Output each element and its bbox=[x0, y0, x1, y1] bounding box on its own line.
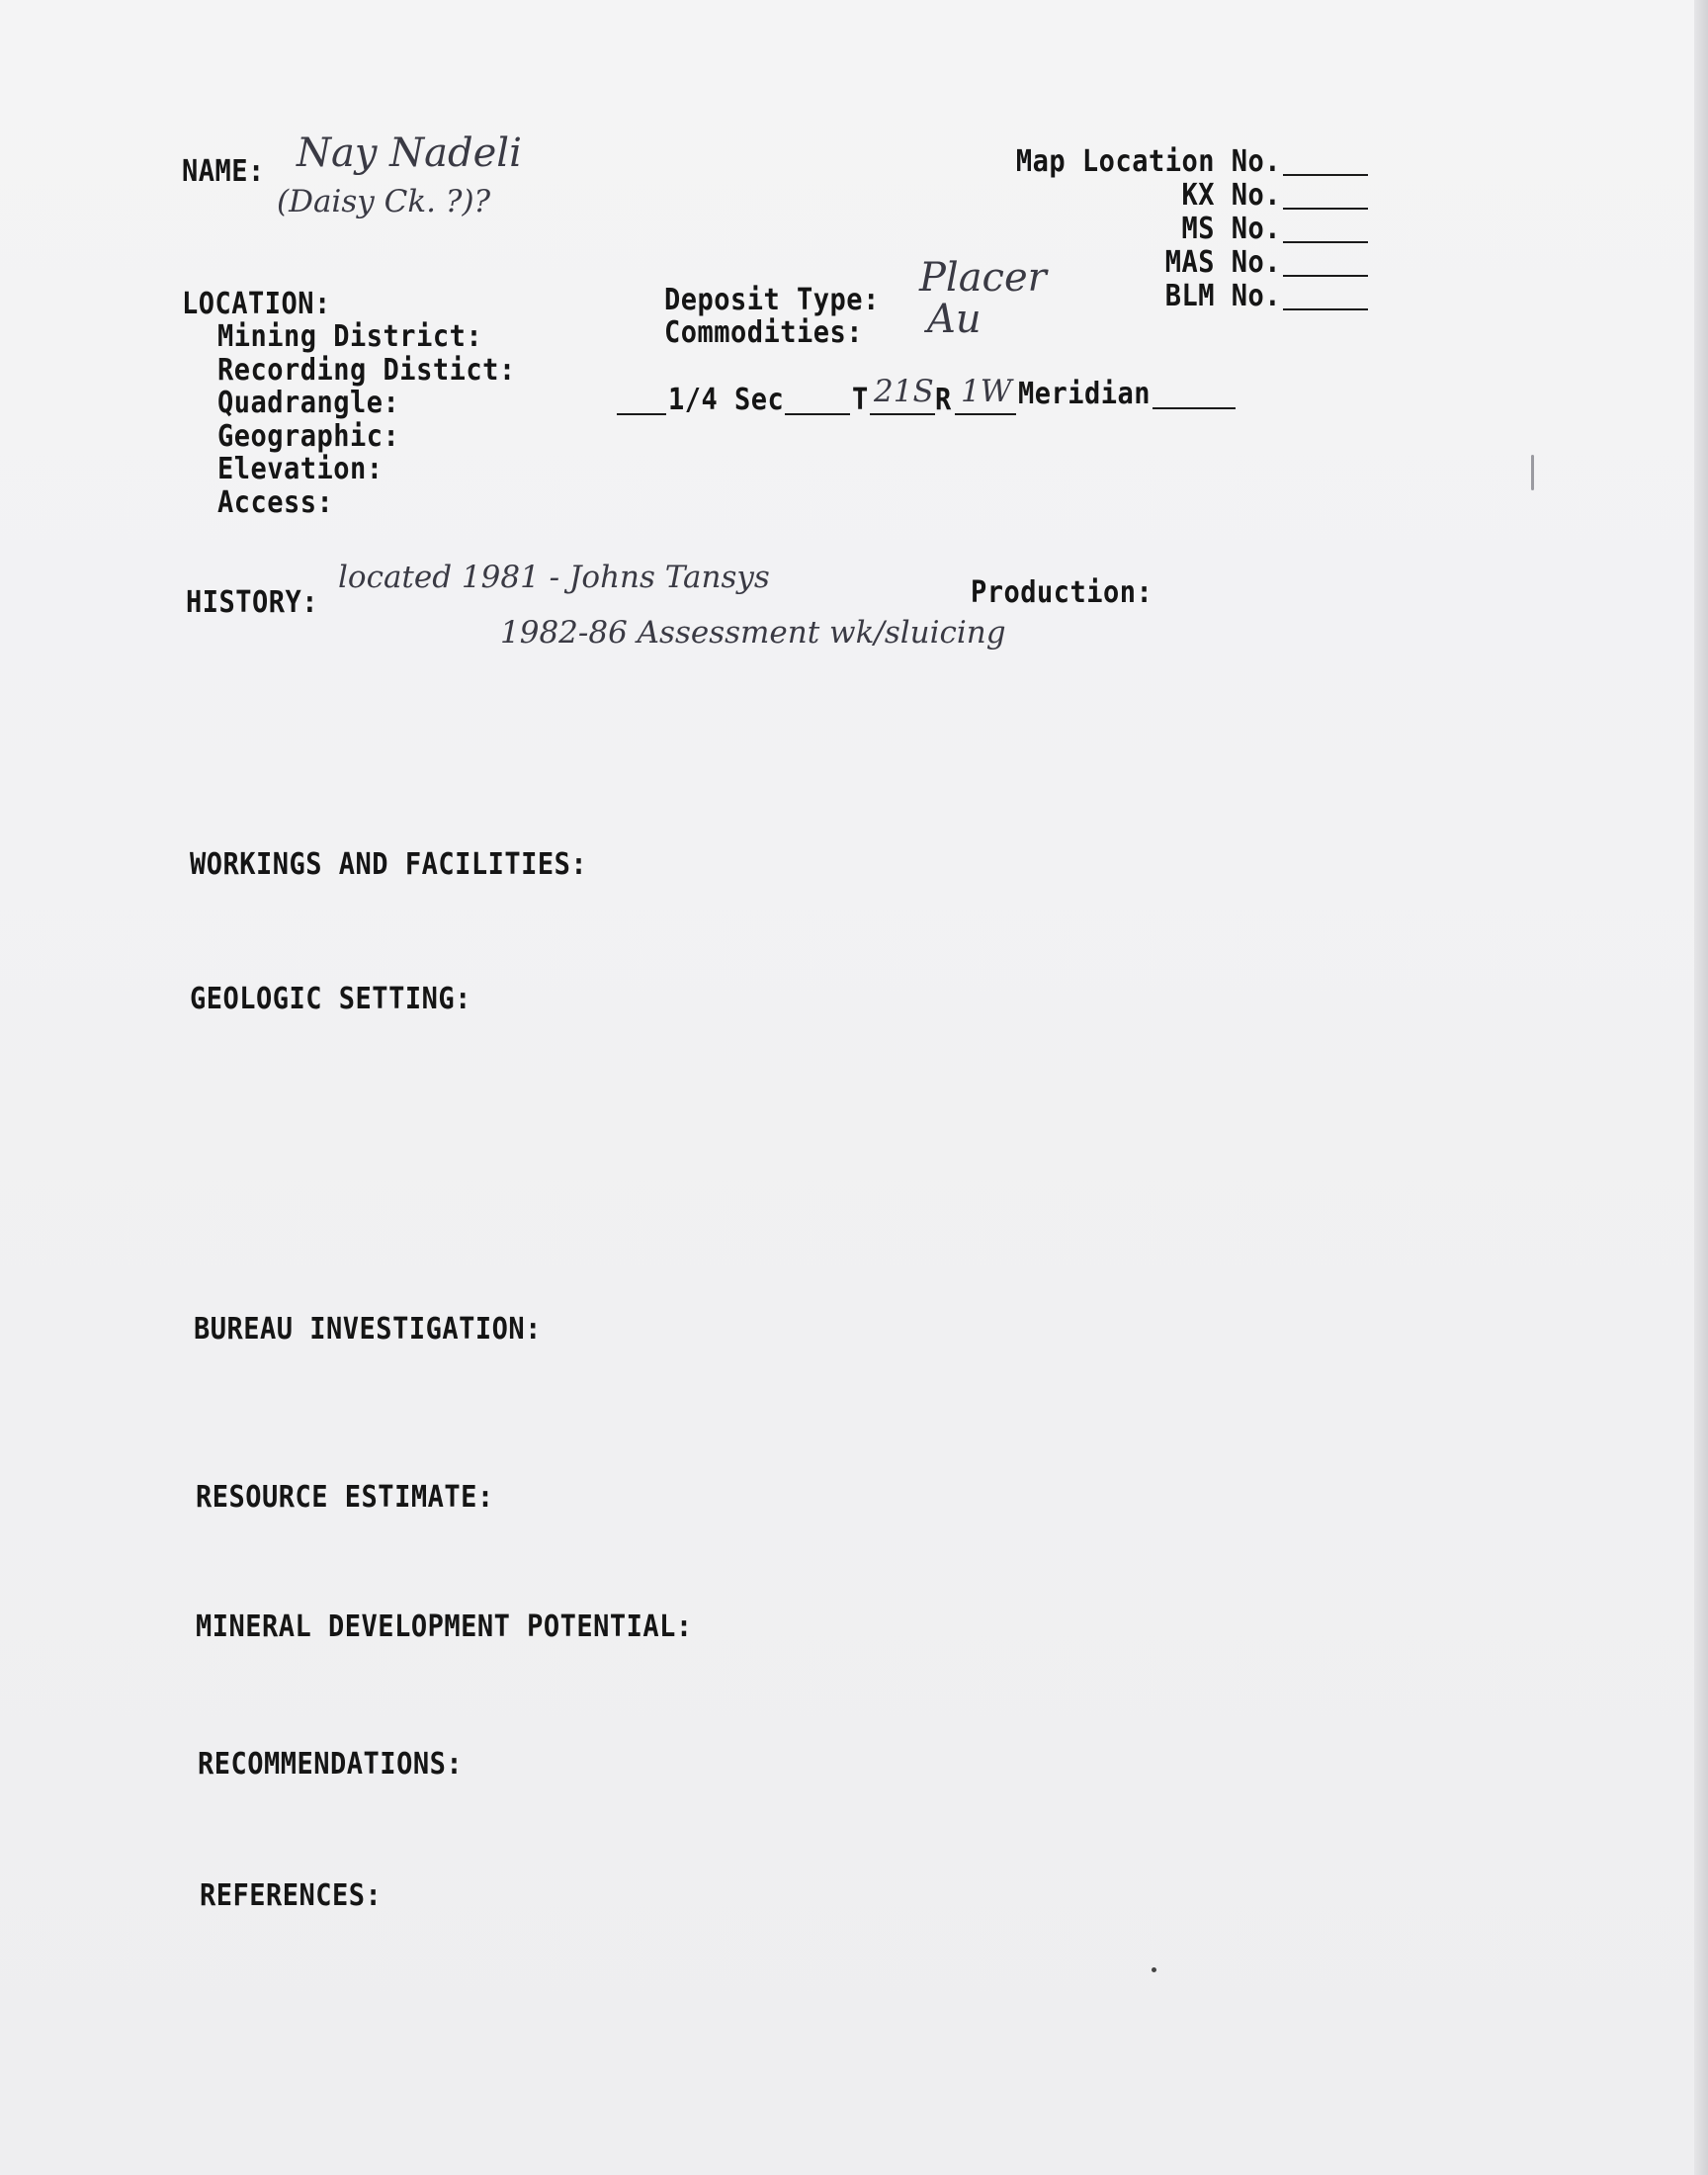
commodities-label: Commodities: bbox=[664, 315, 864, 350]
map-location-blank bbox=[1283, 174, 1368, 176]
production-label: Production: bbox=[971, 575, 1153, 610]
mas-blank bbox=[1283, 275, 1368, 277]
geographic-label: Geographic: bbox=[217, 419, 400, 454]
history-label: HISTORY: bbox=[186, 585, 319, 620]
scan-speck bbox=[1152, 1967, 1156, 1972]
deposit-type-value: Placer bbox=[919, 255, 1047, 301]
geologic-heading: GEOLOGIC SETTING: bbox=[190, 982, 471, 1016]
kx-blank bbox=[1283, 208, 1368, 210]
elevation-label: Elevation: bbox=[217, 452, 384, 486]
blm-label: BLM No. bbox=[1164, 279, 1281, 313]
references-heading: REFERENCES: bbox=[200, 1878, 383, 1913]
blm-blank bbox=[1283, 308, 1368, 310]
quadrangle-label: Quadrangle: bbox=[217, 386, 400, 420]
recommendations-heading: RECOMMENDATIONS: bbox=[198, 1747, 464, 1782]
township-label: T bbox=[852, 383, 869, 417]
ms-label: MS No. bbox=[1181, 212, 1281, 246]
meridian-label: Meridian bbox=[1018, 377, 1152, 411]
history-line-2: 1982-86 Assessment wk/sluicing bbox=[500, 615, 1006, 651]
recording-district-label: Recording Distict: bbox=[217, 353, 516, 388]
section-blank bbox=[785, 413, 850, 415]
range-blank bbox=[955, 413, 1016, 415]
kx-label: KX No. bbox=[1181, 178, 1281, 213]
commodities-value: Au bbox=[927, 297, 982, 342]
township-value: 21S bbox=[874, 374, 934, 409]
deposit-type-label: Deposit Type: bbox=[664, 283, 880, 317]
page-edge bbox=[1694, 0, 1708, 2175]
ms-blank bbox=[1283, 241, 1368, 243]
bureau-heading: BUREAU INVESTIGATION: bbox=[194, 1312, 542, 1347]
access-label: Access: bbox=[217, 485, 334, 520]
name-label: NAME: bbox=[182, 154, 265, 189]
meridian-blank bbox=[1153, 407, 1236, 409]
range-label: R bbox=[935, 383, 952, 417]
history-line-1: located 1981 - Johns Tansys bbox=[338, 560, 770, 595]
quarter-sec-label: 1/4 Sec bbox=[668, 383, 785, 417]
resource-heading: RESOURCE ESTIMATE: bbox=[196, 1480, 494, 1515]
mas-label: MAS No. bbox=[1164, 245, 1281, 280]
range-value: 1W bbox=[961, 374, 1012, 409]
mineral-heading: MINERAL DEVELOPMENT POTENTIAL: bbox=[196, 1610, 693, 1644]
mining-district-label: Mining District: bbox=[217, 319, 483, 354]
scan-mark bbox=[1531, 455, 1534, 490]
name-value: Nay Nadeli bbox=[297, 130, 522, 176]
quarter-sec-blank bbox=[617, 413, 666, 415]
name-alias: (Daisy Ck. ?)? bbox=[277, 184, 491, 219]
map-location-label: Map Location No. bbox=[1015, 144, 1281, 179]
township-blank bbox=[870, 413, 935, 415]
workings-heading: WORKINGS AND FACILITIES: bbox=[190, 847, 588, 882]
location-heading: LOCATION: bbox=[182, 287, 331, 321]
